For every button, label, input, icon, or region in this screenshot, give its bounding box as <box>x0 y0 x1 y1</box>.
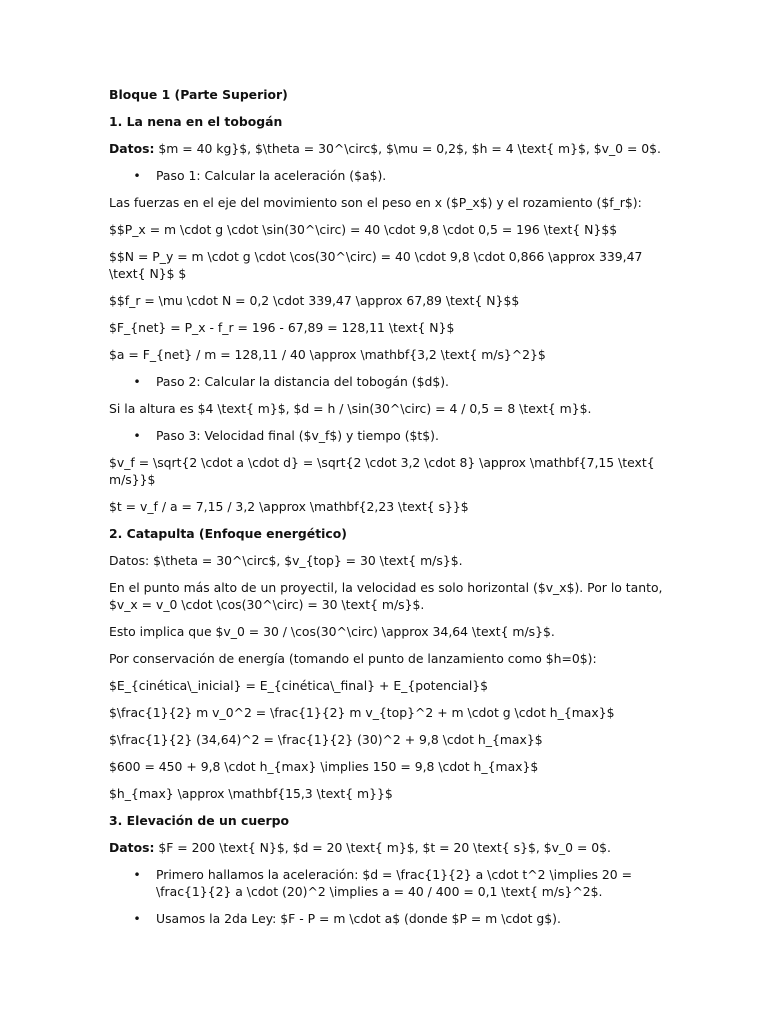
list-item <box>109 167 669 184</box>
bullet-icon: • <box>133 374 141 389</box>
bullet-icon: • <box>133 428 141 443</box>
equation-line: $E_{cinética\_inicial} = E_{cinética\_final} + E_{potencial}$ <box>109 678 489 693</box>
section-1-step2-list <box>109 373 669 390</box>
equation-line: $t = v_f / a = 7,15 / 3,2 \approx \mathbf{2,23 \text{ s}}$ <box>109 499 469 514</box>
equation-line: $\frac{1}{2} m v_0^2 = \frac{1}{2} m v_{top}^2 + m \cdot g \cdot h_{max}$ <box>109 705 615 720</box>
list-item <box>109 427 669 444</box>
equation-line: $$N = P_y = m \cdot g \cdot \cos(30^\circ) = 40 \cdot 9,8 \cdot 0,866 \approx 339,47 \text{ N}$ $ <box>109 249 643 281</box>
equation-line: $\frac{1}{2} (34,64)^2 = \frac{1}{2} (30)^2 + 9,8 \cdot h_{max}$ <box>109 732 543 747</box>
section-3-list <box>109 866 669 927</box>
equation-line: $h_{max} \approx \mathbf{15,3 \text{ m}}$ <box>109 786 393 801</box>
datos-label: Datos: <box>109 840 155 855</box>
datos-values: $F = 200 \text{ N}$, $d = 20 \text{ m}$, $t = 20 \text{ s}$, $v_0 = 0$. <box>154 840 611 855</box>
bullet-icon: • <box>133 911 141 926</box>
page-heading: Bloque 1 (Parte Superior) <box>109 87 288 102</box>
datos-values: $m = 40 kg}$, $\theta = 30^\circ$, $\mu = 0,2$, $h = 4 \text{ m}$, $v_0 = 0$. <box>154 141 661 156</box>
datos-label: Datos: <box>109 141 155 156</box>
equation-line: $a = F_{net} / m = 128,11 / 40 \approx \mathbf{3,2 \text{ m/s}^2}$ <box>109 347 546 362</box>
list-item <box>109 373 669 390</box>
body-text: Esto implica que $v_0 = 30 / \cos(30^\circ) \approx 34,64 \text{ m/s}$. <box>109 624 555 639</box>
list-item <box>109 866 669 900</box>
document-content <box>109 86 669 937</box>
section-1-step3-list <box>109 427 669 444</box>
bullet-text: Usamos la 2da Ley: $F - P = m \cdot a$ (donde $P = m \cdot g$). <box>156 911 561 926</box>
equation-line: $$P_x = m \cdot g \cdot \sin(30^\circ) = 40 \cdot 9,8 \cdot 0,5 = 196 \text{ N}$$ <box>109 222 618 237</box>
section-3-title: 3. Elevación de un cuerpo <box>109 813 290 828</box>
section-1-step1-list <box>109 167 669 184</box>
bullet-icon: • <box>133 168 141 183</box>
step-3-text: Paso 3: Velocidad final ($v_f$) y tiempo ($t$). <box>156 428 439 443</box>
body-text: En el punto más alto de un proyectil, la velocidad es solo horizontal ($v_x$). Por lo tanto, $v_x = v_0 \cdot \cos(30^\circ) = 30 \text{ m/s}$. <box>109 580 663 612</box>
section-3-datos <box>109 839 669 856</box>
list-item <box>109 910 669 927</box>
section-1-datos <box>109 140 669 157</box>
section-1-title: 1. La nena en el tobogán <box>109 114 283 129</box>
body-text: Por conservación de energía (tomando el punto de lanzamiento como $h=0$): <box>109 651 597 666</box>
body-text: Las fuerzas en el eje del movimiento son el peso en x ($P_x$) y el rozamiento ($f_r$): <box>109 195 642 210</box>
step-2-text: Paso 2: Calcular la distancia del tobogán ($d$). <box>156 374 449 389</box>
bullet-text: Primero hallamos la aceleración: $d = \frac{1}{2} a \cdot t^2 \implies 20 = \frac{1}{2} a \cdot (20)^2 \implies a = 40 / 400 = 0,1 \text{ m/s}^2$. <box>156 867 632 899</box>
equation-line: $600 = 450 + 9,8 \cdot h_{max} \implies 150 = 9,8 \cdot h_{max}$ <box>109 759 539 774</box>
section-2-title: 2. Catapulta (Enfoque energético) <box>109 526 347 541</box>
step-1-text: Paso 1: Calcular la aceleración ($a$). <box>156 168 387 183</box>
body-text: Datos: $\theta = 30^\circ$, $v_{top} = 30 \text{ m/s}$. <box>109 553 463 568</box>
equation-line: $v_f = \sqrt{2 \cdot a \cdot d} = \sqrt{2 \cdot 3,2 \cdot 8} \approx \mathbf{7,15 \text{ m/s}}$ <box>109 455 655 487</box>
bullet-icon: • <box>133 867 141 882</box>
equation-line: $F_{net} = P_x - f_r = 196 - 67,89 = 128,11 \text{ N}$ <box>109 320 455 335</box>
body-text: Si la altura es $4 \text{ m}$, $d = h / \sin(30^\circ) = 4 / 0,5 = 8 \text{ m}$. <box>109 401 592 416</box>
equation-line: $$f_r = \mu \cdot N = 0,2 \cdot 339,47 \approx 67,89 \text{ N}$$ <box>109 293 520 308</box>
